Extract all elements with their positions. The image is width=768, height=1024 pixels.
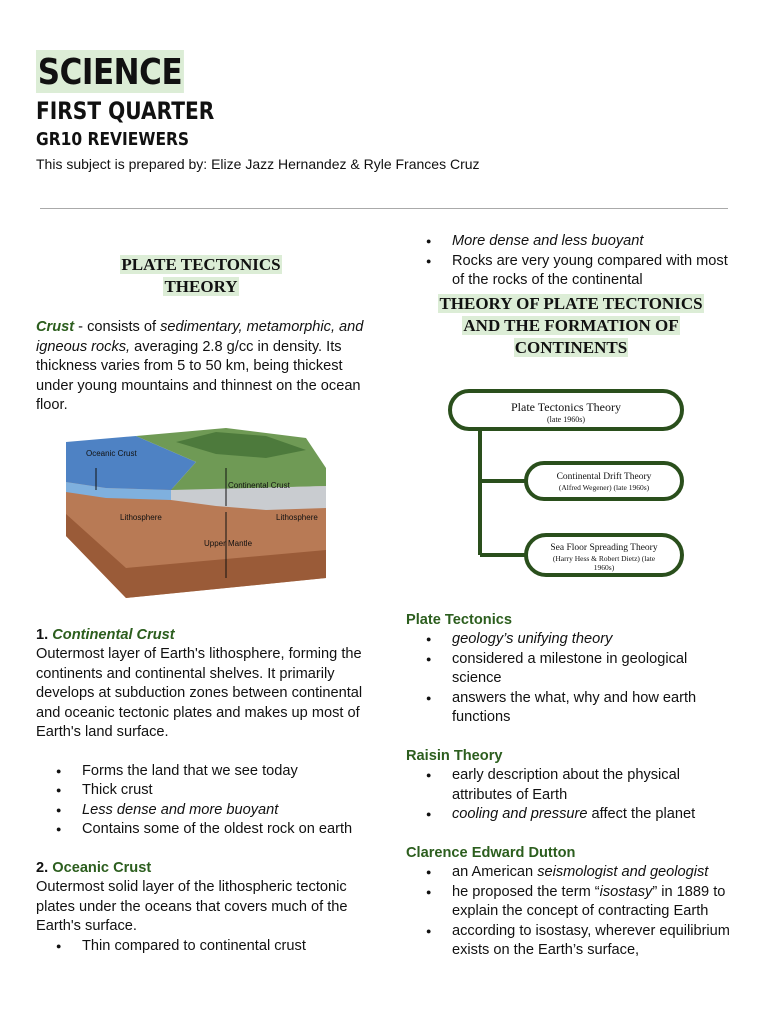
oceanic-continued-bullets [406, 232, 736, 291]
heading-line: AND THE FORMATION OF [463, 315, 679, 335]
list-item: ● early description about the physical attributes of Earth [406, 766, 736, 805]
oceanic-label: Oceanic Crust [86, 448, 137, 458]
section-heading: 2. Oceanic Crust [36, 859, 152, 876]
heading-line: CONTINENTS [514, 337, 628, 357]
dutton-bullets [406, 863, 736, 961]
list-item: ● Thin compared to continental crust [36, 937, 366, 957]
section-title: Raisin Theory [406, 747, 503, 764]
drift-node-sub: (Alfred Wegener) (late 1960s) [558, 482, 650, 492]
section-title: Oceanic Crust [52, 859, 152, 876]
sfs-node-sub: (Harry Hess & Robert Dietz) (late [552, 553, 656, 563]
list-item: ● considered a milestone in geological science [406, 650, 736, 689]
oceanic-crust-section [36, 859, 366, 957]
formation-heading [406, 293, 736, 359]
sfs-node-title: Sea Floor Spreading Theory [550, 542, 658, 553]
main-node-sub: (late 1960s) [547, 414, 585, 424]
plate-tectonics-heading [36, 254, 366, 298]
crust-term: Crust [36, 319, 75, 335]
list-item: ● answers the what, why and how earth functions [406, 689, 736, 728]
dutton-section [406, 844, 736, 961]
divider [40, 208, 728, 209]
list-item: ● Forms the land that we see today [36, 762, 366, 782]
continental-crust-bullets [36, 762, 366, 840]
drift-node-title: Continental Drift Theory [556, 471, 652, 482]
rock-types: sedimentary, metamorphic, and igneous rocks, [36, 319, 364, 355]
plate-tectonics-bullets [406, 630, 736, 728]
list-item: ● Less dense and more buoyant [36, 801, 366, 821]
raisin-theory-section [406, 747, 736, 825]
left-column [36, 232, 366, 956]
prepared-by: This subject is prepared by: Elize Jazz Hernandez & Ryle Frances Cruz [36, 156, 480, 172]
section-title: Plate Tectonics [406, 611, 512, 628]
section-text: Outermost layer of Earth's lithosphere, forming the continents and continental shelves. It primarily develops at subduction zones between continental and oceanic tectonic plates and makes up most of Earth's land surface. [36, 646, 363, 740]
heading-line: THEORY [164, 277, 238, 296]
theory-tree-diagram [406, 387, 736, 587]
lithosphere-left-label: Lithosphere [120, 512, 162, 522]
subject-title: SCIENCE [37, 52, 183, 93]
section-title: Continental Crust [52, 626, 175, 643]
crust-paragraph [36, 318, 366, 416]
section-text: Outermost solid layer of the lithospheric tectonic plates under the oceans that covers much of the Earth's surface. [36, 879, 348, 934]
heading-line: PLATE TECTONICS [121, 255, 281, 274]
right-column [406, 232, 736, 961]
lithosphere-right-label: Lithosphere [276, 512, 318, 522]
list-item: ● cooling and pressure affect the planet [406, 805, 736, 825]
quarter-title: FIRST QUARTER [36, 97, 215, 125]
oceanic-crust-bullets [36, 937, 366, 957]
list-item: ● Rocks are very young compared with most of the rocks of the continental [406, 252, 736, 291]
text: averaging 2.8 g/cc in density. Its thickness varies from 5 to 50 km, being thickest under young mountains and thinnest on the ocean floor. [36, 338, 361, 413]
upper-mantle-label: Upper Mantle [204, 538, 253, 548]
heading-line: THEORY OF PLATE TECTONICS [439, 293, 703, 313]
list-item: ● an American seismologist and geologist [406, 863, 736, 883]
list-item: ● according to isostasy, wherever equilibrium exists on the Earth’s surface, [406, 922, 736, 961]
document-header [36, 50, 480, 172]
list-item: ● Thick crust [36, 781, 366, 801]
raisin-theory-bullets [406, 766, 736, 825]
list-item: ● he proposed the term “isostasy” in 1889 to explain the concept of contracting Earth [406, 883, 736, 922]
crust-block-diagram [66, 428, 328, 600]
list-item: ● Contains some of the oldest rock on earth [36, 820, 366, 840]
main-node-title: Plate Tectonics Theory [510, 399, 622, 414]
list-item: ● More dense and less buoyant [406, 232, 736, 252]
section-title: Clarence Edward Dutton [406, 844, 576, 861]
sfs-node-sub: 1960s) [593, 562, 615, 572]
plate-tectonics-section [406, 611, 736, 728]
continental-label: Continental Crust [228, 480, 290, 490]
section-heading: 1. Continental Crust [36, 626, 175, 643]
continental-crust-section [36, 626, 366, 840]
text: - consists of [74, 319, 161, 335]
grade-title: GR10 REVIEWERS [36, 129, 190, 150]
list-item: ● geology’s unifying theory [406, 630, 736, 650]
